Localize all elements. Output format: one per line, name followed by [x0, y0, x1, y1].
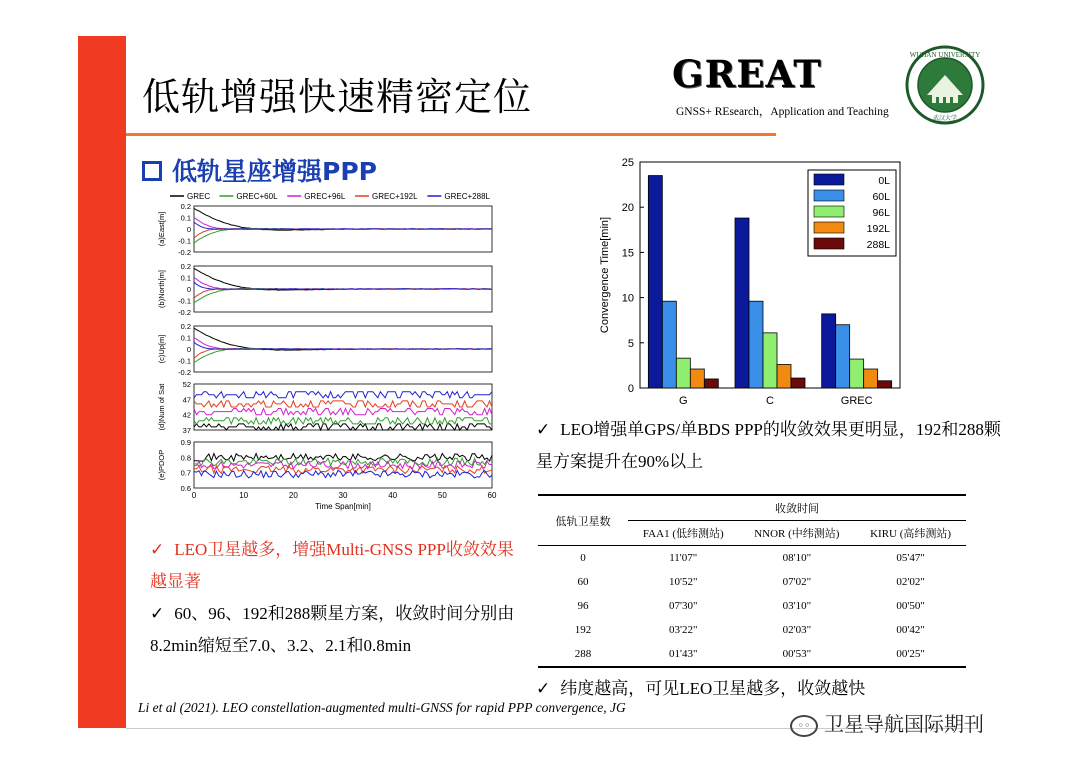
legend-label: GREC+288L	[444, 192, 490, 201]
y-tick-label: 0	[186, 345, 191, 354]
x-tick-label: 40	[388, 491, 398, 500]
legend-swatch	[814, 222, 844, 233]
table-row	[538, 546, 966, 571]
y-tick-label: 52	[182, 380, 191, 389]
y-tick-label: 10	[621, 292, 634, 305]
table-cell: 07'30"	[669, 600, 698, 612]
x-tick-label: C	[766, 395, 774, 407]
y-tick-label: 47	[182, 395, 191, 405]
bar-96L-G	[676, 358, 690, 388]
panel-y-label: (c)Up[m]	[157, 334, 166, 364]
bar-96L-GREC	[850, 359, 864, 388]
legend-swatch	[814, 174, 844, 185]
legend-swatch	[814, 206, 844, 217]
table-cell: 07'02"	[782, 576, 812, 588]
bar-0L-GREC	[822, 314, 836, 388]
section-heading-text: 低轨星座增强PPP	[172, 157, 377, 186]
table-row	[538, 642, 966, 667]
table-cell: 03'22"	[669, 624, 698, 636]
y-tick-label: 0	[186, 225, 191, 234]
legend-label: 0L	[878, 175, 890, 187]
table-row	[538, 618, 966, 642]
table-cell: 00'50"	[896, 600, 925, 612]
panel-y-label: (b)North[m]	[157, 270, 166, 308]
legend-label: 60L	[872, 191, 890, 203]
bar-60L-C	[749, 301, 763, 388]
table-column-header: FAA1 (低纬测站)	[628, 521, 739, 546]
table-group-header: 收敛时间	[628, 495, 966, 521]
slide-title: 低轨增强快速精密定位	[142, 75, 533, 119]
y-tick-label: 20	[621, 202, 634, 215]
bar-96L-C	[763, 333, 777, 388]
bar-288L-C	[791, 378, 805, 388]
table-cell: 11'07"	[669, 552, 698, 564]
legend-label: GREC	[187, 192, 211, 201]
y-tick-label: 0.1	[180, 213, 191, 223]
table-cell: 01'43"	[628, 642, 739, 667]
convergence-time-table	[538, 494, 966, 668]
bar-0L-G	[648, 176, 662, 388]
x-tick-label: 30	[338, 491, 348, 500]
bullet-more-leo	[150, 534, 530, 598]
y-tick-label: 25	[621, 157, 634, 169]
y-tick-label: -0.2	[178, 368, 191, 377]
bullet-text: 60、96、192和288颗星方案，收敛时间分别由8.2min缩短至7.0、3.2、2.1和0.8min	[150, 604, 515, 655]
bullet-text: 纬度越高，可见LEO卫星越多，收敛越快	[560, 679, 866, 698]
great-logo: GREAT	[672, 52, 822, 96]
y-tick-label: -0.2	[178, 248, 191, 257]
table-row	[538, 594, 966, 618]
bar-60L-GREC	[836, 325, 850, 388]
y-tick-label: 0.2	[180, 202, 191, 211]
table-row-header: 低轨卫星数	[538, 495, 628, 546]
section-heading	[142, 152, 377, 188]
y-tick-label: 0.2	[180, 322, 191, 331]
y-tick-label: 0	[627, 383, 634, 395]
table-cell: 00'25"	[855, 642, 966, 667]
x-tick-label: G	[679, 395, 688, 407]
bar-192L-C	[777, 364, 791, 388]
bar-288L-GREC	[878, 381, 892, 388]
legend-label: 192L	[866, 223, 890, 235]
bar-192L-G	[690, 369, 704, 388]
legend-label: GREC+192L	[372, 192, 418, 201]
x-tick-label: 10	[239, 491, 249, 500]
table-header-row	[538, 495, 966, 521]
table-cell: 05'47"	[896, 552, 925, 564]
seal-bottom-text: 武汉大学	[932, 115, 958, 122]
bar-0L-C	[735, 218, 749, 388]
panel-y-label: (d)Num of Sat	[157, 383, 166, 431]
table-cell: 60	[577, 576, 589, 588]
convergence-time-bar-chart	[590, 150, 910, 410]
y-tick-label: 37	[182, 426, 191, 435]
watermark-text: 卫星导航国际期刊	[824, 712, 984, 736]
y-tick-label: 0.1	[180, 273, 191, 283]
title-underline	[126, 133, 776, 136]
x-axis-label: Time Span[min]	[315, 502, 371, 511]
check-icon: ✓	[536, 679, 551, 699]
left-accent-bar	[78, 36, 126, 728]
x-tick-label: GREC	[840, 395, 873, 407]
y-tick-label: -0.2	[178, 308, 191, 317]
check-icon: ✓	[150, 604, 165, 624]
legend-swatch	[814, 238, 844, 249]
legend-swatch	[814, 190, 844, 201]
great-logo-subtitle: GNSS+ REsearch，Application and Teaching	[676, 106, 889, 118]
y-tick-label: -0.1	[178, 296, 191, 306]
y-tick-label: 0.2	[180, 262, 191, 271]
panel-y-label: (e)PDOP	[157, 449, 166, 481]
y-tick-label: 0.9	[180, 438, 191, 447]
y-tick-label: 0.1	[180, 333, 191, 343]
bar-288L-G	[704, 379, 718, 388]
y-tick-label: 0.7	[180, 468, 191, 478]
table-cell: 00'53"	[739, 642, 856, 667]
check-icon: ✓	[150, 540, 165, 560]
table-column-header: KIRU (高纬测站)	[855, 521, 966, 546]
wechat-watermark	[790, 708, 984, 737]
bullet-convergence-reduction	[150, 598, 530, 662]
table-cell: 02'03"	[782, 624, 812, 636]
bar-60L-G	[662, 301, 676, 388]
y-tick-label: -0.1	[178, 356, 191, 366]
table-cell: 03'10"	[782, 600, 812, 612]
table-cell: 10'52"	[669, 576, 698, 588]
table-cell: 00'42"	[896, 624, 925, 636]
table-cell: 02'02"	[896, 576, 925, 588]
table-cell: 288	[538, 642, 628, 667]
bullet-text: LEO增强单GPS/单BDS PPP的收敛效果更明显，192和288颗星方案提升在90%以上	[536, 420, 1001, 471]
table-cell: 192	[574, 624, 592, 636]
checkbox-square-icon	[142, 161, 162, 181]
bar-192L-GREC	[864, 369, 878, 388]
y-axis-label: Convergence Time[min]	[599, 216, 611, 334]
check-icon: ✓	[536, 420, 551, 440]
table-cell: 0	[580, 552, 586, 564]
x-tick-label: 50	[437, 491, 447, 500]
legend-label: GREC+96L	[304, 192, 346, 201]
x-tick-label: 20	[288, 491, 298, 500]
y-tick-label: 0.8	[180, 453, 191, 463]
panel-y-label: (a)East[m]	[157, 211, 166, 247]
x-tick-label: 0	[191, 491, 197, 500]
table-cell: 08'10"	[782, 552, 812, 564]
x-tick-label: 60	[487, 491, 497, 500]
table-column-header: NNOR (中纬测站)	[739, 521, 856, 546]
y-tick-label: 15	[621, 247, 634, 260]
bullet-text: LEO卫星越多，增强Multi-GNSS PPP收敛效果越显著	[150, 540, 514, 591]
seal-top-text: WUHAN UNIVERSITY	[909, 51, 981, 59]
legend-label: 288L	[866, 239, 890, 251]
y-tick-label: -0.1	[178, 236, 191, 246]
legend-label: GREC+60L	[236, 192, 278, 201]
y-tick-label: 42	[182, 410, 191, 420]
legend-label: 96L	[872, 207, 890, 219]
y-tick-label: 5	[627, 337, 634, 350]
wechat-icon: ◦◦	[790, 715, 818, 737]
university-seal	[905, 45, 985, 125]
table-cell: 96	[577, 600, 589, 612]
y-tick-label: 0.6	[180, 484, 191, 493]
citation: Li et al (2021). LEO constellation-augmented multi-GNSS for rapid PPP convergence, JG	[138, 700, 626, 715]
bullet-leo-single-system	[536, 414, 1006, 478]
table-row	[538, 570, 966, 594]
multi-panel-time-series-chart	[150, 188, 500, 518]
y-tick-label: 0	[186, 285, 191, 294]
